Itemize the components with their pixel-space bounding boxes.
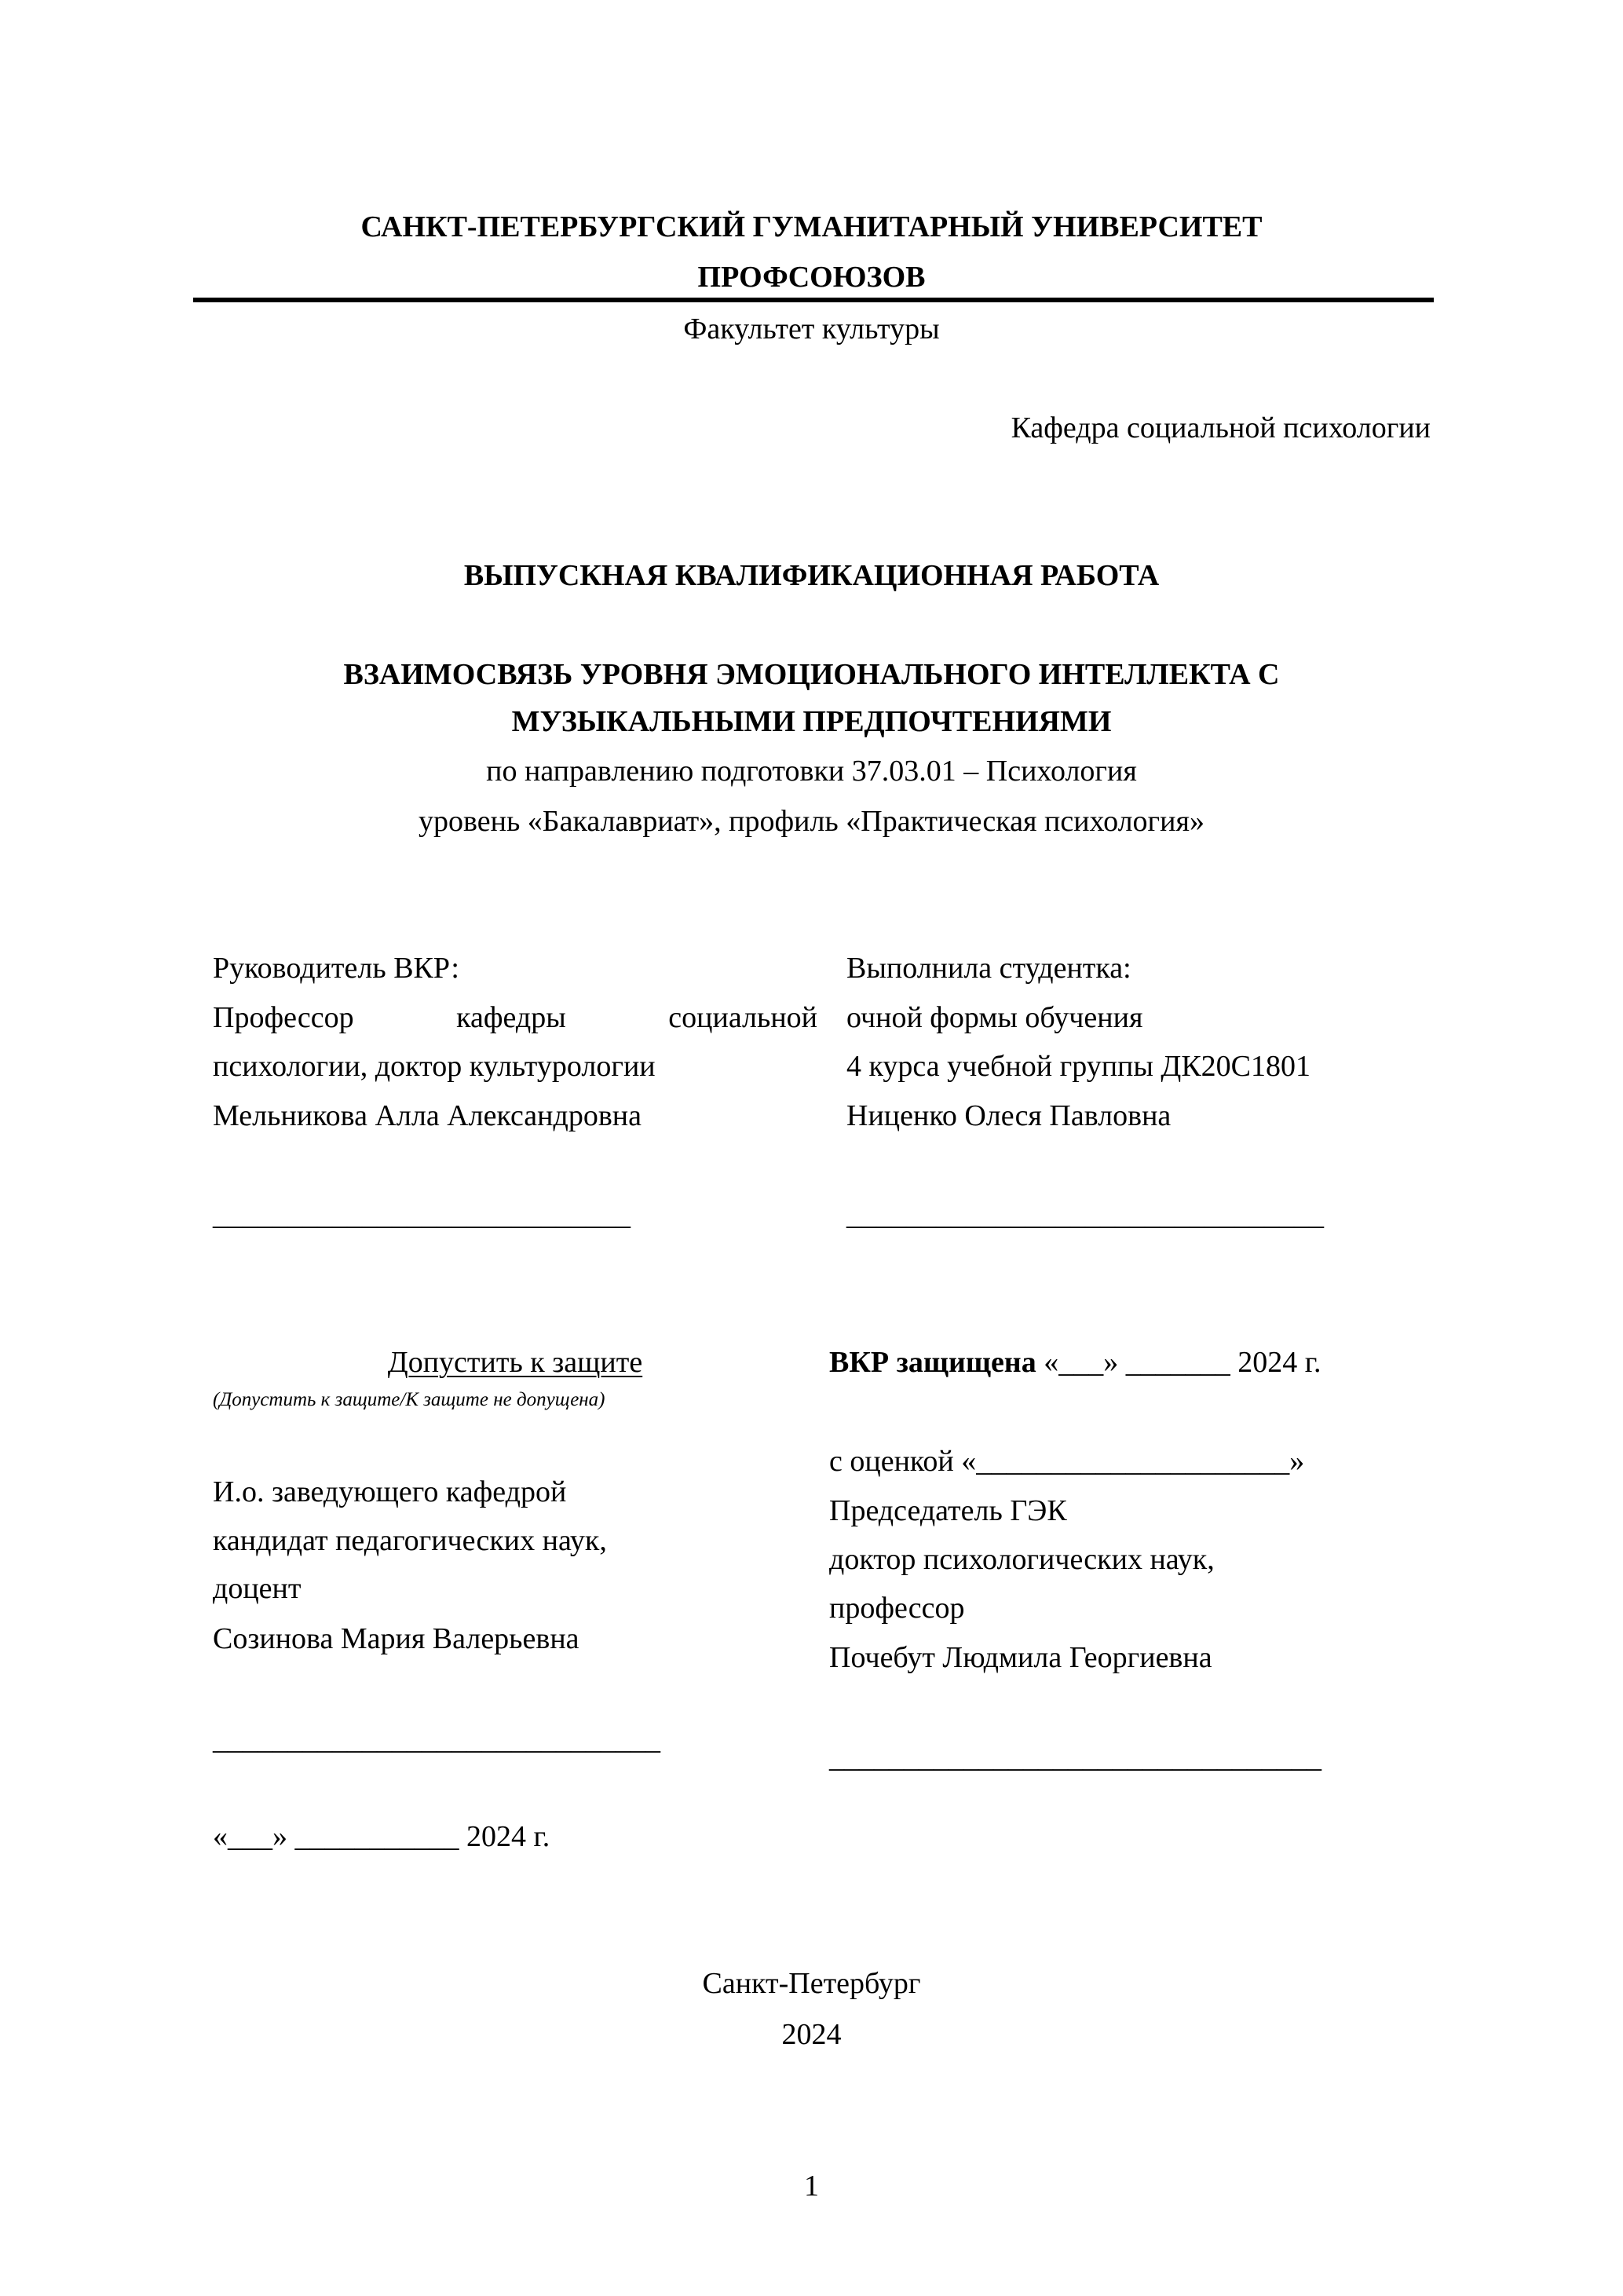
defense-line (829, 1347, 1321, 1377)
supervisor-label: Руководитель ВКР: (213, 952, 459, 985)
student-group: 4 курса учебной группы ДК20С1801 (846, 1050, 1311, 1083)
student-signature-line: ________________________________ (846, 1198, 1324, 1231)
chair-position-line2: доктор психологических наук, (829, 1543, 1215, 1576)
chair-name: Почебут Людмила Георгиевна (829, 1641, 1212, 1674)
defense-date: «___» _______ 2024 г. (1036, 1346, 1321, 1379)
level-profile-line: уровень «Бакалавриат», профиль «Практическая психология» (419, 805, 1204, 838)
student-label: Выполнила студентка: (846, 952, 1131, 985)
university-name-line1: САНКТ-ПЕТЕРБУРГСКИЙ ГУМАНИТАРНЫЙ УНИВЕРСИТЕТ (360, 210, 1263, 243)
direction-line: по направлению подготовки 37.03.01 – Психология (486, 755, 1137, 788)
chair-signature-line: _________________________________ (829, 1741, 1321, 1774)
supervisor-position-word: социальной (668, 1001, 817, 1034)
head-name: Созинова Мария Валерьевна (213, 1622, 579, 1655)
admission-date-line: «___» ___________ 2024 г. (213, 1820, 550, 1853)
head-position-line1: И.о. заведующего кафедрой (213, 1475, 567, 1508)
header-rule (193, 298, 1434, 302)
topic-title-line1: ВЗАИМОСВЯЗЬ УРОВНЯ ЭМОЦИОНАЛЬНОГО ИНТЕЛЛЕКТА С (343, 658, 1280, 691)
student-study-form: очной формы обучения (846, 1001, 1143, 1034)
supervisor-position-line1 (213, 1003, 817, 1033)
year: 2024 (781, 2018, 842, 2051)
supervisor-name: Мельникова Алла Александровна (213, 1099, 642, 1132)
admission-title-wrap (213, 1347, 817, 1377)
chair-position-line1: Председатель ГЭК (829, 1494, 1067, 1527)
admission-title: Допустить к защите (387, 1346, 643, 1379)
topic-title-line2: МУЗЫКАЛЬНЫМИ ПРЕДПОЧТЕНИЯМИ (511, 705, 1112, 738)
page-number: 1 (804, 2170, 819, 2203)
faculty-name: Факультет культуры (683, 313, 940, 345)
defense-label: ВКР защищена (829, 1346, 1036, 1379)
defense-grade-line: с оценкой «_____________________» (829, 1445, 1305, 1478)
head-signature-line: ______________________________ (213, 1723, 660, 1756)
supervisor-position-line2: психологии, доктор культурологии (213, 1050, 656, 1083)
supervisor-signature-line: ____________________________ (213, 1198, 631, 1231)
department-name: Кафедра социальной психологии (1011, 411, 1431, 444)
student-name: Ниценко Олеся Павловна (846, 1099, 1172, 1132)
city: Санкт-Петербург (702, 1967, 921, 2000)
chair-position-line3: профессор (829, 1592, 965, 1625)
supervisor-position-word: кафедры (456, 1001, 566, 1034)
admission-note: (Допустить к защите/К защите не допущена) (213, 1389, 605, 1410)
head-position-line2: кандидат педагогических наук, (213, 1524, 607, 1557)
university-name-line2: ПРОФСОЮЗОВ (697, 261, 926, 294)
head-position-line3: доцент (213, 1572, 302, 1605)
supervisor-position-word: Профессор (213, 1001, 354, 1034)
work-type-title: ВЫПУСКНАЯ КВАЛИФИКАЦИОННАЯ РАБОТА (463, 559, 1160, 592)
